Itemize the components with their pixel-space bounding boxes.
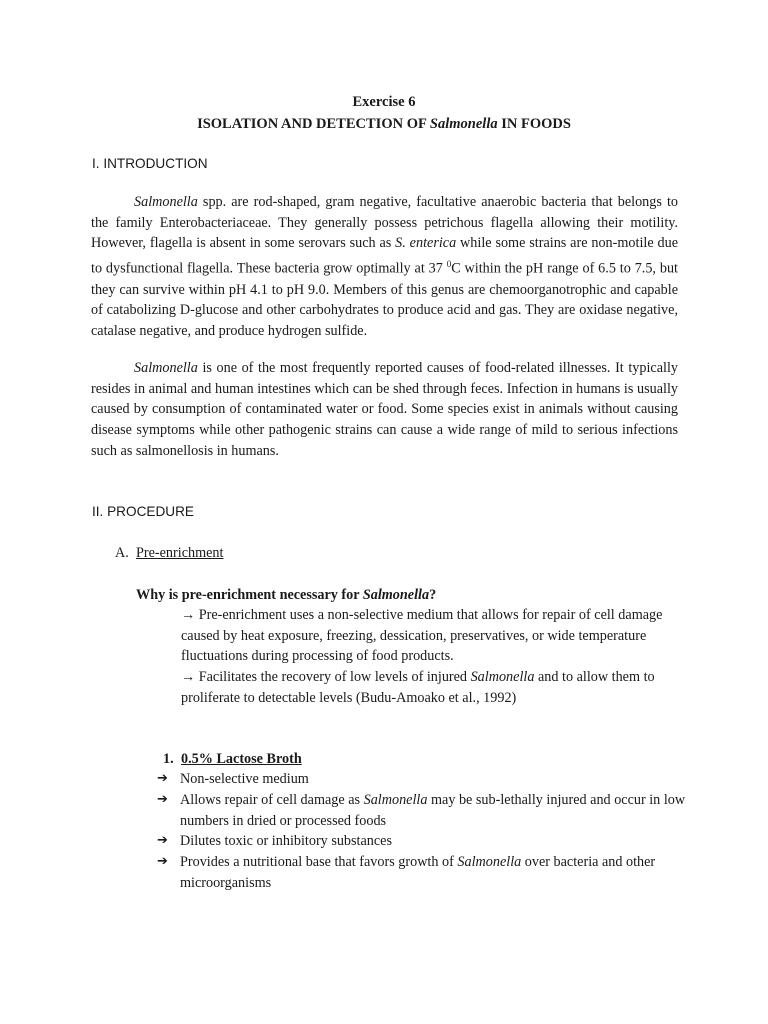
answer-2 (181, 667, 681, 708)
bullet-text: Dilutes toxic or inhibitory substances (180, 833, 392, 849)
bullet-4-text-end: over bacteria and other microorganisms (180, 854, 656, 891)
bullet-4-genus: Salmonella (457, 854, 522, 870)
section-heading-introduction: I. INTRODUCTION (92, 156, 208, 171)
p1-text-c: C within the pH range of 6.5 to 7.5, but they can survive within pH 4.1 to pH 9.0. Members of this genus are chemoorganotrophic and capable of catabolizing D-glucose and other carbohydrates to produce acid and gas. They are oxidase negative, catalase negative, and produce hydrogen sulfide. (91, 260, 678, 339)
bullet-item (157, 769, 697, 790)
arrow-bullet-icon: ➔ (157, 792, 168, 807)
question-mark: ? (429, 587, 437, 603)
arrow-bullet-icon: ➔ (157, 771, 168, 786)
document-title (0, 116, 768, 133)
bullet-2-text: Allows repair of cell damage as (180, 792, 364, 808)
p1-genus: Salmonella (134, 194, 198, 210)
bullet-4-text: Provides a nutritional base that favors growth of (180, 854, 458, 870)
bullet-item (157, 790, 697, 831)
exercise-label: Exercise 6 (352, 94, 416, 110)
intro-paragraph-1 (91, 192, 678, 342)
bullet-2-text-end: may be sub-lethally injured and occur in low numbers in dried or processed foods (180, 792, 686, 829)
bullet-text (180, 790, 697, 831)
p1-text-a: spp. are rod-shaped, gram negative, facultative anaerobic bacteria that belongs to the family Enterobacteriaceae. They generally possess petrichous flagella allowing their motility. However, flagella is absent in some serovars such as (91, 194, 678, 252)
p1-text-b: while some strains are non-motile due to dysfunctional flagella. These bacteria grow optimally at 37 (91, 235, 678, 277)
bullet-text: Non-selective medium (180, 771, 309, 787)
title-italic-genus: Salmonella (429, 116, 498, 132)
title-text-end: IN FOODS (497, 116, 571, 132)
title-text-start: ISOLATION AND DETECTION OF (197, 116, 430, 132)
subsection-letter: A. (115, 545, 129, 561)
answer-2-text-end: and to allow them to proliferate to detectable levels (Budu-Amoako et al., 1992) (181, 669, 655, 706)
p1-degree-sup: 0 (446, 259, 452, 270)
bullet-text (180, 852, 697, 893)
question-text: Why is pre-enrichment necessary for (136, 587, 363, 603)
bullet-item (157, 852, 697, 893)
arrow-bullet-icon: ➔ (157, 833, 168, 848)
arrow-bullet-icon: ➔ (157, 854, 168, 869)
answer-1: → Pre-enrichment uses a non-selective medium that allows for repair of cell damage caused by heat exposure, freezing, dessication, preservatives, or wide temperature fluctuations during processing of food products. (181, 607, 663, 665)
p2-text: is one of the most frequently reported causes of food-related illnesses. It typically resides in animal and human intestines which can be shed through feces. Infection in humans is usually caused by consumption of contaminated water or food. Some species exist in animals without causing disease symptoms while other pathogenic strains can cause a wide range of mild to serious infections such as salmonellosis in humans. (91, 360, 678, 459)
subsection-title-pre-enrichment: Pre-enrichment (136, 545, 224, 561)
bullet-2-genus: Salmonella (363, 792, 428, 808)
question-genus: Salmonella (362, 587, 430, 603)
answer-2-text: → Facilitates the recovery of low levels of injured (181, 669, 471, 685)
item-title-lactose-broth: 0.5% Lactose Broth (181, 751, 302, 767)
item-number: 1. (163, 751, 174, 767)
question-heading (136, 585, 436, 606)
section-heading-procedure: II. PROCEDURE (92, 504, 194, 519)
intro-paragraph-2 (91, 358, 678, 462)
bullet-item (157, 831, 697, 852)
p1-species: S. enterica (395, 235, 457, 252)
answer-2-genus: Salmonella (470, 669, 535, 685)
exercise-number (0, 94, 768, 111)
p2-genus: Salmonella (134, 360, 198, 376)
